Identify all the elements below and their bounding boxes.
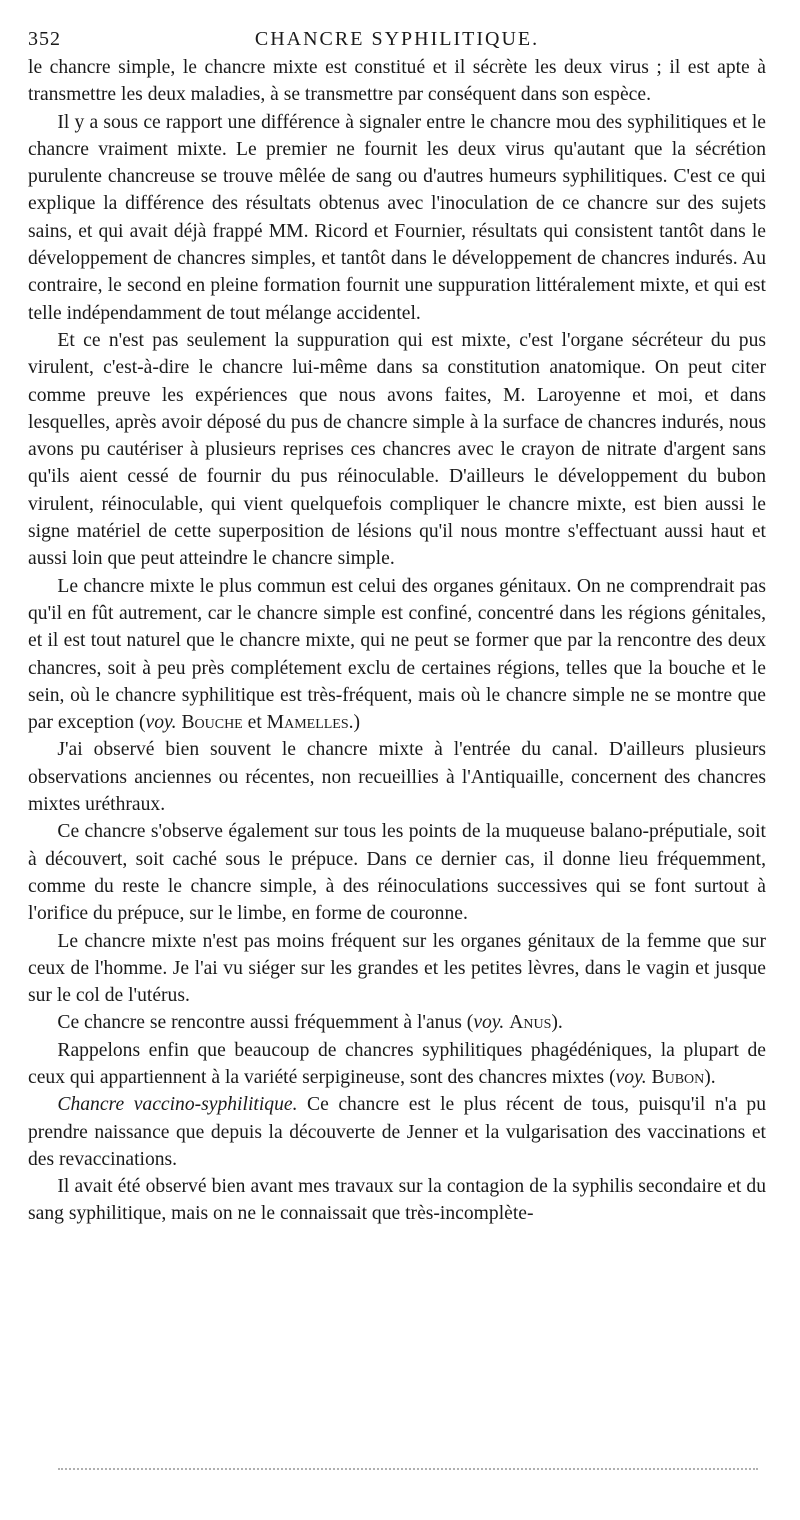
cross-reference: Anus	[509, 1012, 552, 1034]
paragraph: Il avait été observé bien avant mes travaux sur la contagion de la syphilis secondaire et du sang syphilitique, mais on ne le connaissait que très-incomplète-	[28, 1176, 766, 1225]
paragraph	[28, 1037, 766, 1092]
body-text	[28, 54, 766, 1228]
paragraph-text: ).	[551, 1012, 563, 1034]
cross-reference-joiner: et	[242, 712, 267, 734]
paragraph: J'ai observé bien souvent le chancre mixte à l'entrée du canal. D'ailleurs plusieurs observations anciennes ou récentes, non recueillies à l'Antiquaille, concernent des chancres mixtes uréthraux.	[28, 739, 766, 816]
paragraph: Il y a sous ce rapport une différence à signaler entre le chancre mou des syphilitiques et le chancre vraiment mixte. Le premier ne fournit les deux virus qu'autant que la sécrétion purulente chancreuse se trouve mêlée de sang ou d'autres humeurs syphilitiques. C'est ce qui explique la différence des résultats obtenus avec l'inoculation de ce chancre sur des sujets sains, et qui avait déjà frappé MM. Ricord et Fournier, résultats qui consistent tantôt dans le développement de chancres simples, et tantôt dans le développement de chancres indurés. Au contraire, le second en pleine formation fournit une suppuration littéralement mixte, et qui est telle indépendamment de tout mélange accidentel.	[28, 111, 766, 324]
page-number: 352	[28, 28, 61, 50]
paragraph-text: Ce chancre est le plus récent de tous, puisqu'il n'a pu prendre naissance que depuis la découverte de Jenner et la vulgarisation des vaccinations et des revaccinations.	[28, 1094, 766, 1170]
paragraph	[28, 1009, 766, 1036]
paragraph-text: .)	[348, 712, 361, 734]
page-header	[28, 28, 766, 54]
section-heading: Chancre vaccino-syphilitique.	[57, 1094, 298, 1116]
paragraph: Ce chancre s'observe également sur tous les points de la muqueuse balano-préputiale, soit à découvert, soit caché sous le prépuce. Dans ce dernier cas, il donne lieu fréquemment, comme du reste le chancre simple, à des réinoculations successives qui se font surtout à l'orifice du prépuce, sur le limbe, en forme de couronne.	[28, 821, 766, 925]
paragraph-text: Rappelons enfin que beaucoup de chancres syphilitiques phagédéniques, la plupart de ceux qui appartiennent à la variété serpigineuse, sont des chancres mixtes (	[28, 1039, 766, 1088]
paragraph	[28, 573, 766, 737]
cross-reference: Bouche	[181, 712, 243, 734]
paragraph-continuation: le chancre simple, le chancre mixte est constitué et il sécrète les deux virus ; il est apte à transmettre les deux maladies, à se transmettre par conséquent dans son espèce.	[28, 57, 766, 106]
book-page	[28, 28, 766, 1228]
paragraph-text: Ce chancre se rencontre aussi fréquemment à l'anus (	[57, 1012, 474, 1034]
footer-dotted-rule	[58, 1468, 758, 1474]
running-title: CHANCRE SYPHILITIQUE.	[254, 28, 540, 50]
cross-reference: Mamelles	[266, 712, 349, 734]
cross-reference-abbr: voy.	[615, 1066, 647, 1088]
paragraph: Le chancre mixte n'est pas moins fréquent sur les organes génitaux de la femme que sur ceux de l'homme. Je l'ai vu siéger sur les grandes et les petites lèvres, dans le vagin et jusque sur le col de l'utérus.	[28, 930, 766, 1007]
paragraph-text: ).	[704, 1066, 716, 1088]
paragraph-text: Le chancre mixte le plus commun est celui des organes génitaux. On ne comprendrait pas qu'il en fût autrement, car le chancre simple est confiné, concentré dans les régions génitales, et il est tout naturel que le chancre mixte, qui ne peut se former que par la rencontre des deux chancres, soit à peu près complétement exclu de certaines régions, telles que la bouche et le sein, où le chancre syphilitique est très-fréquent, mais où le chancre simple ne se montre que par exception (	[28, 575, 766, 734]
cross-reference-abbr: voy.	[145, 712, 177, 734]
paragraph: Et ce n'est pas seulement la suppuration qui est mixte, c'est l'organe sécréteur du pus virulent, c'est-à-dire le chancre lui-même dans sa constitution anatomique. On peut citer comme preuve les expériences que nous avons faites, M. Laroyenne et moi, et dans lesquelles, après avoir déposé du pus de chancre simple à la surface de chancres indurés, nous avons pu cautériser à plusieurs reprises ces chancres avec le crayon de nitrate d'argent sans qu'ils aient cessé de fournir du pus réinoculable. D'ailleurs le développement du bubon virulent, réinoculable, qui vient quelquefois compliquer le chancre mixte, est bien aussi le signe matériel de cette superposition de lésions qu'il nous montre s'effectuant aussi haut et aussi loin que peut atteindre le chancre simple.	[28, 329, 766, 570]
cross-reference: Bubon	[651, 1066, 705, 1088]
cross-reference-abbr: voy.	[473, 1012, 505, 1034]
paragraph	[28, 1091, 766, 1173]
